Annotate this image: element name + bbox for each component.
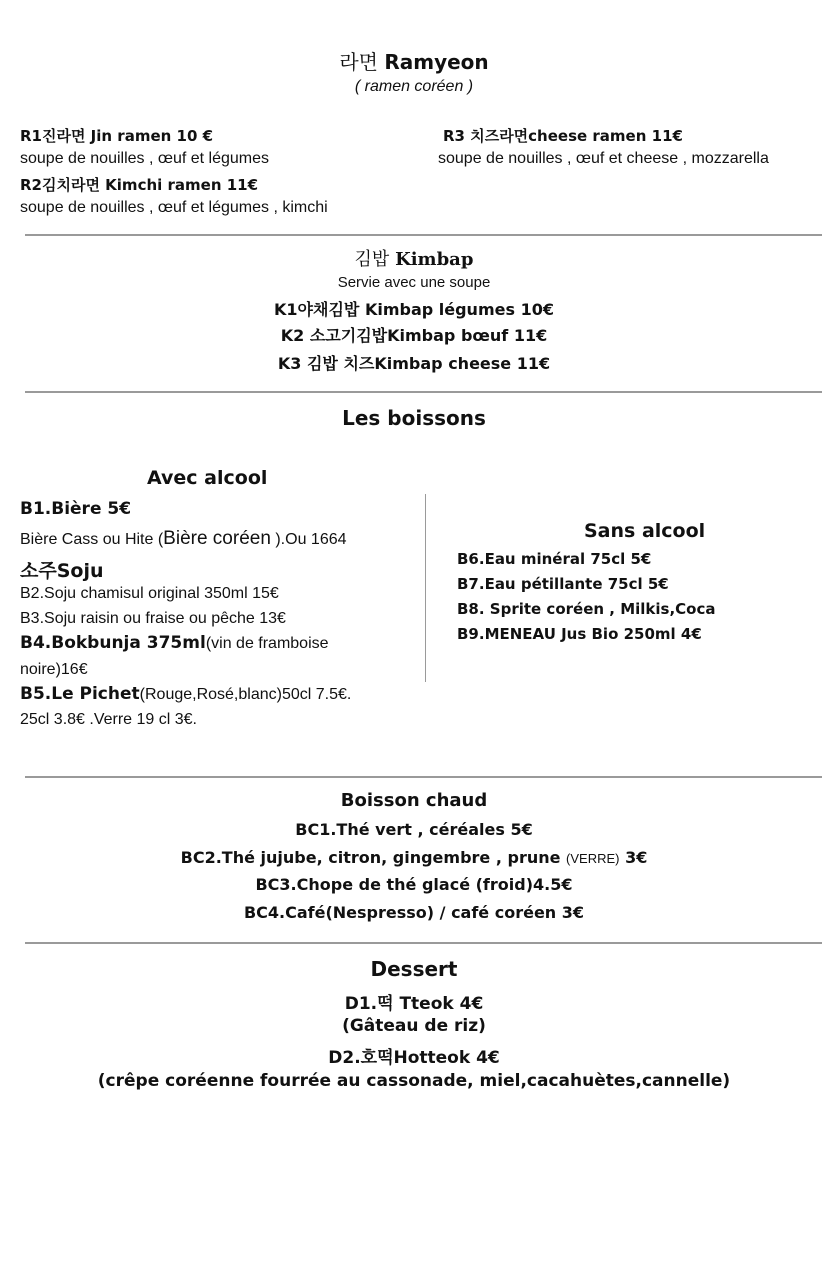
menu-item-b8: B8. Sprite coréen , Milkis,Coca: [457, 600, 716, 618]
bc2-price: 3€: [619, 848, 648, 867]
menu-item-b1-desc: [20, 528, 347, 550]
column-divider: [425, 494, 426, 682]
section-divider: [25, 234, 822, 236]
menu-item-r1: R1진라면 Jin ramen 10 €: [20, 127, 214, 145]
section-divider: [25, 942, 822, 944]
menu-item-b4-desc-line2: noire)16€: [20, 661, 88, 678]
menu-item-d1: D1.떡 Tteok 4€: [344, 994, 484, 1014]
kimbap-title: [0, 245, 828, 271]
menu-item-b5: [20, 684, 351, 704]
kimbap-title-ko: 김밥: [354, 249, 390, 270]
boissons-title: Les boissons: [342, 406, 486, 430]
ramyeon-title-fr: Ramyeon: [384, 50, 489, 74]
menu-item-k1: K1야채김밥 Kimbap légumes 10€: [274, 300, 554, 319]
kimbap-subtitle: Servie avec une soupe: [337, 274, 491, 291]
b1-desc-korean-beer: Bière coréen: [163, 528, 271, 549]
sans-alcool-title: Sans alcool: [584, 520, 706, 542]
menu-item-d2: D2.호떡Hotteok 4€: [328, 1048, 500, 1068]
b1-desc-part: Bière Cass ou Hite (: [20, 531, 164, 548]
menu-item-k2: K2 소고기김밥Kimbap bœuf 11€: [280, 326, 548, 345]
menu-item-b5-desc-line2: 25cl 3.8€ .Verre 19 cl 3€.: [20, 711, 197, 728]
menu-item-b6: B6.Eau minéral 75cl 5€: [457, 550, 652, 568]
bc2-name: BC2.Thé jujube, citron, gingembre , prune: [180, 848, 567, 867]
ramyeon-title-ko: 라면: [339, 50, 378, 74]
b5-name: B5.Le Pichet: [20, 684, 140, 704]
menu-item-bc4: BC4.Café(Nespresso) / café coréen 3€: [243, 903, 585, 922]
menu-item-r3-desc: soupe de nouilles , œuf et cheese , mozzarella: [438, 150, 769, 167]
ramyeon-subtitle: ( ramen coréen ): [354, 78, 474, 95]
menu-item-b4: [20, 633, 329, 653]
menu-item-b3: B3.Soju raisin ou fraise ou pêche 13€: [20, 610, 286, 627]
menu-item-bc1: BC1.Thé vert , céréales 5€: [295, 820, 533, 839]
b1-desc-part: ).Ou 1664: [270, 531, 347, 548]
menu-item-d1-desc: (Gâteau de riz): [342, 1016, 486, 1036]
section-divider: [25, 391, 822, 393]
section-divider: [25, 776, 822, 778]
menu-item-r1-desc: soupe de nouilles , œuf et légumes: [20, 150, 270, 167]
menu-item-r2: R2김치라면 Kimchi ramen 11€: [20, 176, 259, 194]
soju-heading: 소주Soju: [20, 560, 104, 582]
menu-item-r2-desc: soupe de nouilles , œuf et légumes , kimchi: [20, 199, 328, 216]
boisson-chaud-title: Boisson chaud: [340, 790, 488, 811]
menu-item-b1: B1.Bière 5€: [20, 499, 132, 519]
menu-item-d2-desc: (crêpe coréenne fourrée au cassonade, miel,cacahuètes,cannelle): [97, 1071, 731, 1091]
kimbap-title-fr: Kimbap: [395, 249, 474, 270]
menu-item-b9: B9.MENEAU Jus Bio 250ml 4€: [457, 625, 702, 643]
menu-item-b7: B7.Eau pétillante 75cl 5€: [457, 575, 669, 593]
avec-alcool-title: Avec alcool: [147, 467, 268, 489]
menu-item-r3: R3 치즈라면cheese ramen 11€: [443, 127, 683, 145]
menu-item-bc2: [0, 848, 828, 867]
b4-name: B4.Bokbunja 375ml: [20, 633, 206, 653]
menu-item-b2: B2.Soju chamisul original 350ml 15€: [20, 585, 279, 602]
menu-item-k3: K3 김밥 치즈Kimbap cheese 11€: [277, 354, 551, 373]
dessert-title: Dessert: [370, 957, 458, 981]
menu-item-bc3: BC3.Chope de thé glacé (froid)4.5€: [255, 875, 573, 894]
b4-desc: (vin de framboise: [205, 635, 329, 652]
ramyeon-title: [0, 46, 828, 75]
bc2-verre: (VERRE): [566, 851, 620, 866]
b5-desc: (Rouge,Rosé,blanc)50cl 7.5€.: [139, 686, 352, 703]
